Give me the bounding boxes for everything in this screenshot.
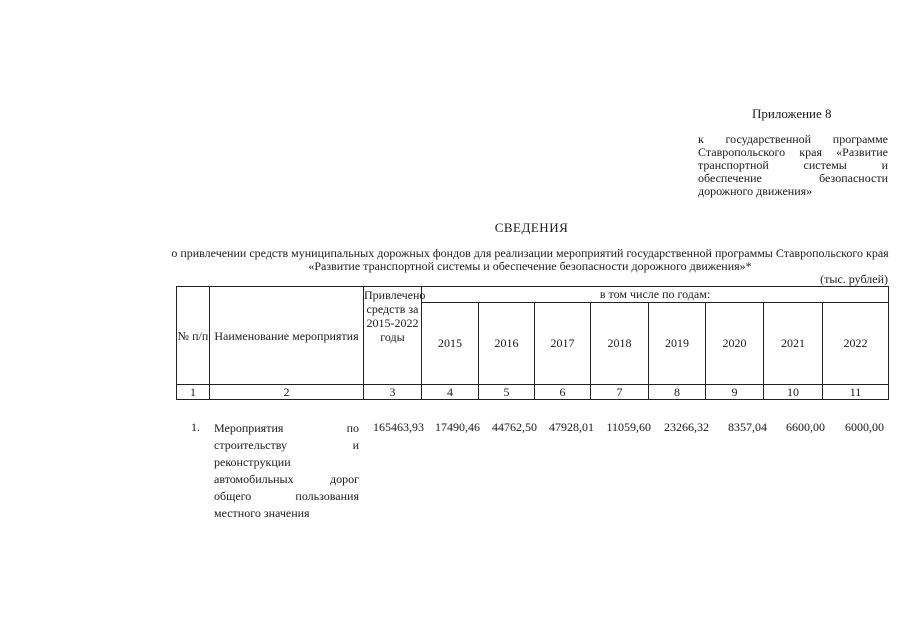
row-year-value: 23266,32 <box>664 420 709 434</box>
header-year: 2020 <box>706 303 764 385</box>
row-year-value: 44762,50 <box>492 420 537 434</box>
column-number: 1 <box>177 385 210 400</box>
header-year: 2017 <box>535 303 591 385</box>
row-total-value: 165463,93 <box>373 420 424 434</box>
appendix-title: Приложение 8 <box>752 106 832 121</box>
header-year: 2016 <box>479 303 535 385</box>
header-year: 2015 <box>422 303 479 385</box>
document-subtitle: о привлечении средств муниципальных дорожных фондов для реализации мероприятий государственной программы Ставропольского края «Развитие транспортной системы и обеспечение безопасности дорожного движения»* <box>171 246 889 273</box>
row-year-value: 11059,60 <box>606 420 651 434</box>
header-year: 2022 <box>823 303 889 385</box>
units-label: (тыс. рублей) <box>820 272 888 286</box>
header-name: Наименование мероприятия <box>210 287 364 385</box>
column-number: 3 <box>364 385 422 400</box>
row-number: 1. <box>191 420 200 434</box>
column-numbers-row <box>177 385 889 400</box>
row-year-value: 8357,04 <box>728 420 767 434</box>
row-name: Мероприятия по строительству и реконструкции автомобильных дорог общего пользования местного значения <box>214 421 359 520</box>
row-year-value: 17490,46 <box>435 420 480 434</box>
header-year: 2019 <box>649 303 706 385</box>
header-year: 2018 <box>591 303 649 385</box>
row-year-value: 47928,01 <box>549 420 594 434</box>
column-number: 10 <box>764 385 823 400</box>
header-years-group: в том числе по годам: <box>422 287 889 303</box>
column-number: 6 <box>535 385 591 400</box>
column-number: 4 <box>422 385 479 400</box>
document-title: СВЕДЕНИЯ <box>494 220 569 235</box>
header-total: Привлечено средств за 2015-2022 годы <box>364 287 422 385</box>
column-number: 8 <box>649 385 706 400</box>
row-year-value: 6600,00 <box>786 420 825 434</box>
funding-table <box>176 286 889 400</box>
appendix-note: к государственной программе Ставропольского края «Развитие транспортной системы и обеспечение безопасности дорожного движения» <box>698 132 888 198</box>
column-number: 11 <box>823 385 889 400</box>
header-number: № п/п <box>177 287 210 385</box>
column-number: 7 <box>591 385 649 400</box>
column-number: 5 <box>479 385 535 400</box>
column-number: 2 <box>210 385 364 400</box>
column-number: 9 <box>706 385 764 400</box>
row-year-value: 6000,00 <box>845 420 884 434</box>
header-year: 2021 <box>764 303 823 385</box>
